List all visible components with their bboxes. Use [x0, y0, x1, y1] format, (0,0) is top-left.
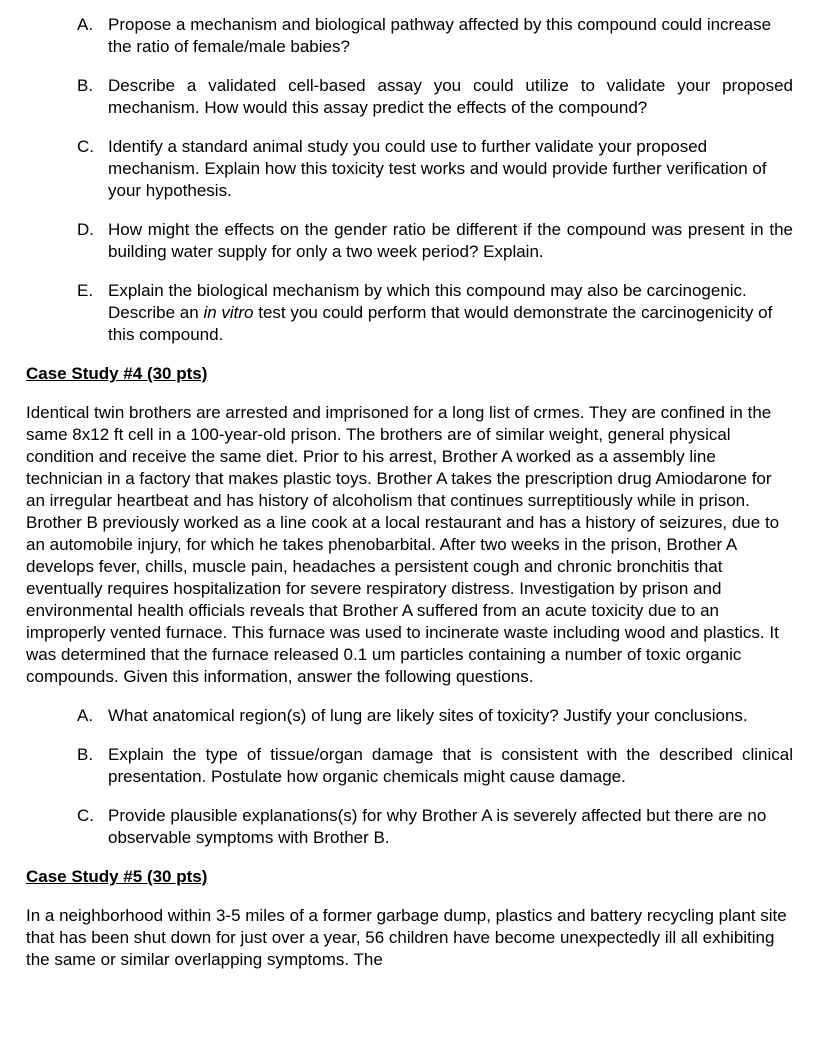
question-marker: A. — [77, 706, 94, 725]
question-item-c — [26, 136, 793, 202]
question-item-e — [26, 280, 793, 346]
question-marker: A. — [77, 15, 94, 34]
case-study-4-question-list — [26, 705, 793, 849]
question-item-b — [26, 75, 793, 119]
question-text: Identify a standard animal study you could use to further validate your proposed mechanism. Explain how this toxicity test works and would provide further verification of your hypothesis. — [108, 137, 767, 200]
question-text-part: test you could perform that would demonstrate the carcinogenicity of this compound. — [108, 303, 773, 344]
question-item-d — [26, 219, 793, 263]
case-study-5-paragraph: In a neighborhood within 3-5 miles of a former garbage dump, plastics and battery recycling plant site that has been shut down for just over a year, 56 children have become unexpectedly ill all exhibiting the same or similar overlapping symptoms. The — [26, 906, 787, 969]
question-marker: D. — [77, 220, 94, 239]
question-marker: E. — [77, 281, 94, 300]
question-marker: B. — [77, 76, 94, 95]
question-text: Explain the type of tissue/organ damage that is consistent with the described clinical presentation. Postulate how organic chemicals might cause damage. — [108, 745, 793, 786]
case-study-4-heading: Case Study #4 (30 pts) — [26, 364, 208, 383]
intro-question-list — [26, 14, 793, 346]
question-item-a — [26, 14, 793, 58]
question-item-c — [26, 805, 793, 849]
question-text: Describe a validated cell-based assay you could utilize to validate your proposed mechanism. How would this assay predict the effects of the compound? — [108, 76, 793, 117]
in-vitro-italic: in vitro — [203, 303, 254, 322]
question-marker: C. — [77, 806, 94, 825]
question-item-b — [26, 744, 793, 788]
question-text: How might the effects on the gender ratio be different if the compound was present in the building water supply for only a two week period? Explain. — [108, 220, 793, 261]
question-marker: B. — [77, 745, 94, 764]
question-text-part: Explain the biological mechanism by which this compound may also be carcinogenic. Describe an — [108, 281, 747, 322]
question-item-a — [26, 705, 793, 727]
question-text — [108, 281, 772, 344]
question-text: What anatomical region(s) of lung are likely sites of toxicity? Justify your conclusions. — [108, 706, 748, 725]
question-marker: C. — [77, 137, 94, 156]
question-text: Provide plausible explanations(s) for why Brother A is severely affected but there are no observable symptoms with Brother B. — [108, 806, 767, 847]
question-text: Propose a mechanism and biological pathway affected by this compound could increase the ratio of female/male babies? — [108, 15, 772, 56]
case-study-4-paragraph: Identical twin brothers are arrested and imprisoned for a long list of crmes. They are confined in the same 8x12 ft cell in a 100-year-old prison. The brothers are of similar weight, general physical condition and receive the same diet. Prior to his arrest, Brother A worked as a assembly line technician in a factory that makes plastic toys. Brother A takes the prescription drug Amiodarone for an irregular heartbeat and has history of alcoholism that continues surreptitiously while in prison. Brother B previously worked as a line cook at a local restaurant and has a history of seizures, due to an automobile injury, for which he takes phenobarbital. After two weeks in the prison, Brother A develops fever, chills, muscle pain, headaches a persistent cough and chronic bronchitis that eventually requires hospitalization for severe respiratory distress. Investigation by prison and environmental health officials reveals that Brother A suffered from an acute toxicity due to an improperly vented furnace. This furnace was used to incinerate waste including wood and plastics. It was determined that the furnace released 0.1 um particles containing a number of toxic organic compounds. Given this information, answer the following questions. — [26, 403, 780, 686]
case-study-5-heading: Case Study #5 (30 pts) — [26, 867, 208, 886]
